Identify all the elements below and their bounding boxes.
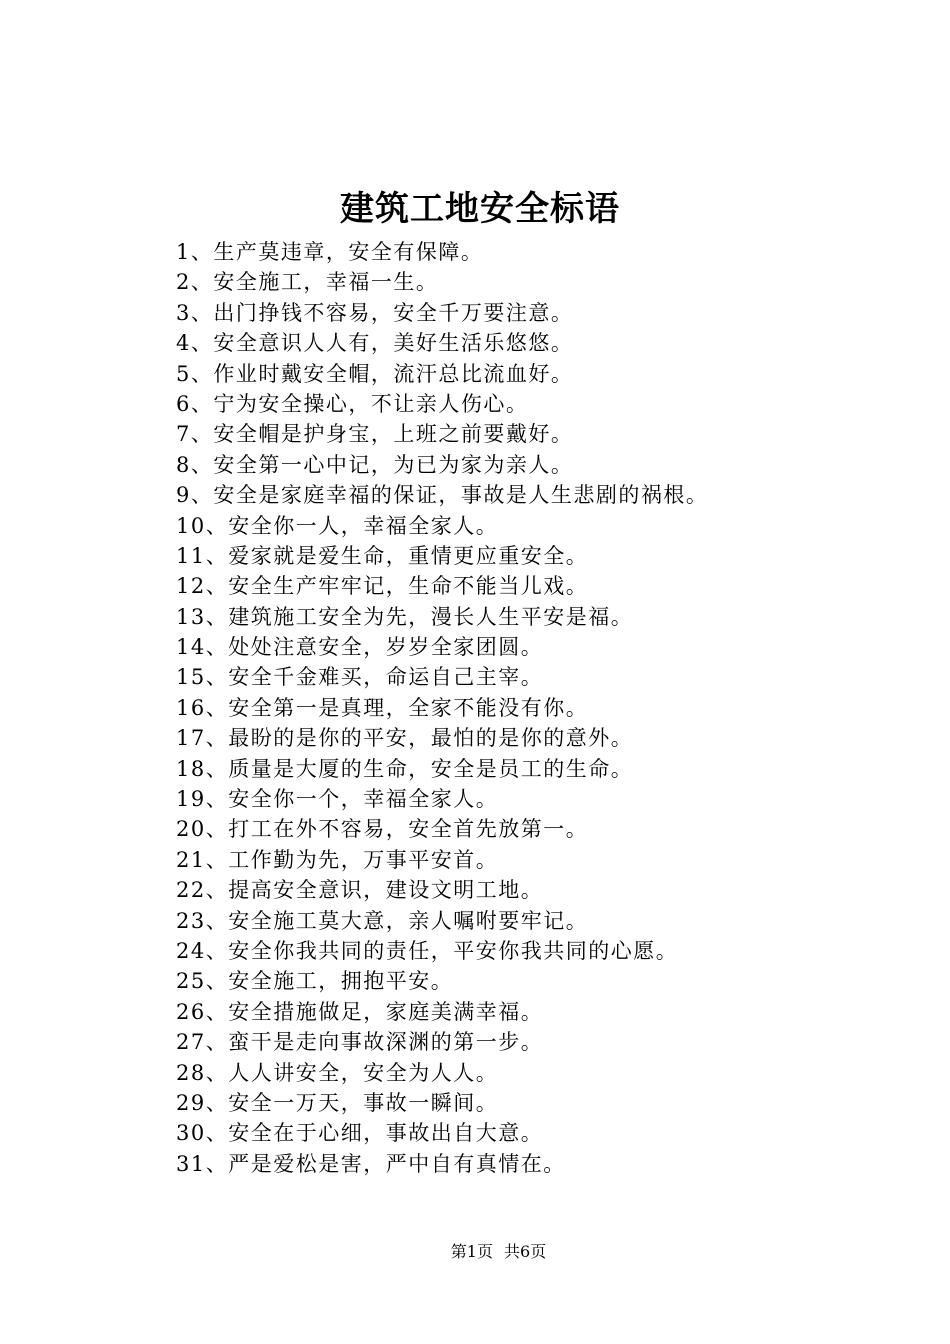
slogan-item: 11、爱家就是爱生命，重情更应重安全。 [176, 543, 589, 568]
slogan-item: 15、安全千金难买，命运自己主宰。 [176, 665, 544, 690]
slogan-item: 3、出门挣钱不容易，安全千万要注意。 [176, 300, 574, 325]
slogan-item: 10、安全你一人，幸福全家人。 [176, 513, 499, 538]
slogan-item: 25、安全施工，拥抱平安。 [176, 969, 454, 994]
slogan-item: 14、处处注意安全，岁岁全家团圆。 [176, 635, 544, 660]
slogan-item: 24、安全你我共同的责任，平安你我共同的心愿。 [176, 938, 679, 963]
slogan-list [176, 237, 708, 1179]
slogan-item: 21、工作勤为先，万事平安首。 [176, 847, 499, 872]
slogan-item: 1、生产莫违章，安全有保障。 [176, 240, 484, 264]
page-footer [0, 1240, 950, 1264]
document-title: 建筑工地安全标语 [340, 189, 620, 229]
slogan-item: 6、宁为安全操心，不让亲人伤心。 [176, 391, 529, 416]
slogan-item: 27、蛮干是走向事故深渊的第一步。 [176, 1030, 544, 1055]
slogan-item: 12、安全生产牢牢记，生命不能当儿戏。 [176, 574, 589, 599]
page-number: 第1页 [450, 1242, 493, 1261]
slogan-item: 31、严是爱松是害，严中自有真情在。 [176, 1151, 566, 1176]
slogan-item: 16、安全第一是真理，全家不能没有你。 [176, 695, 589, 720]
slogan-item: 18、质量是大厦的生命，安全是员工的生命。 [176, 756, 634, 781]
slogan-item: 7、安全帽是护身宝，上班之前要戴好。 [176, 422, 574, 447]
slogan-item: 9、安全是家庭幸福的保证，事故是人生悲剧的祸根。 [176, 483, 709, 508]
slogan-item: 30、安全在于心细，事故出自大意。 [176, 1121, 544, 1146]
slogan-item: 17、最盼的是你的平安，最怕的是你的意外。 [176, 726, 634, 751]
slogan-item: 22、提高安全意识，建设文明工地。 [176, 878, 544, 903]
slogan-item: 20、打工在外不容易，安全首先放第一。 [176, 817, 589, 842]
slogan-item: 13、建筑施工安全为先，漫长人生平安是福。 [176, 604, 634, 629]
slogan-item: 5、作业时戴安全帽，流汗总比流血好。 [176, 361, 574, 386]
slogan-item: 23、安全施工莫大意，亲人嘱咐要牢记。 [176, 908, 589, 933]
slogan-item: 8、安全第一心中记，为已为家为亲人。 [176, 452, 574, 477]
slogan-item: 4、安全意识人人有，美好生活乐悠悠。 [176, 331, 574, 356]
slogan-item: 28、人人讲安全，安全为人人。 [176, 1060, 499, 1085]
slogan-item: 2、安全施工，幸福一生。 [176, 270, 439, 295]
slogan-item: 19、安全你一个，幸福全家人。 [176, 787, 499, 812]
slogan-item: 26、安全措施做足，家庭美满幸福。 [176, 999, 544, 1024]
page-total: 共6页 [504, 1242, 547, 1261]
slogan-item: 29、安全一万天，事故一瞬间。 [176, 1090, 499, 1115]
